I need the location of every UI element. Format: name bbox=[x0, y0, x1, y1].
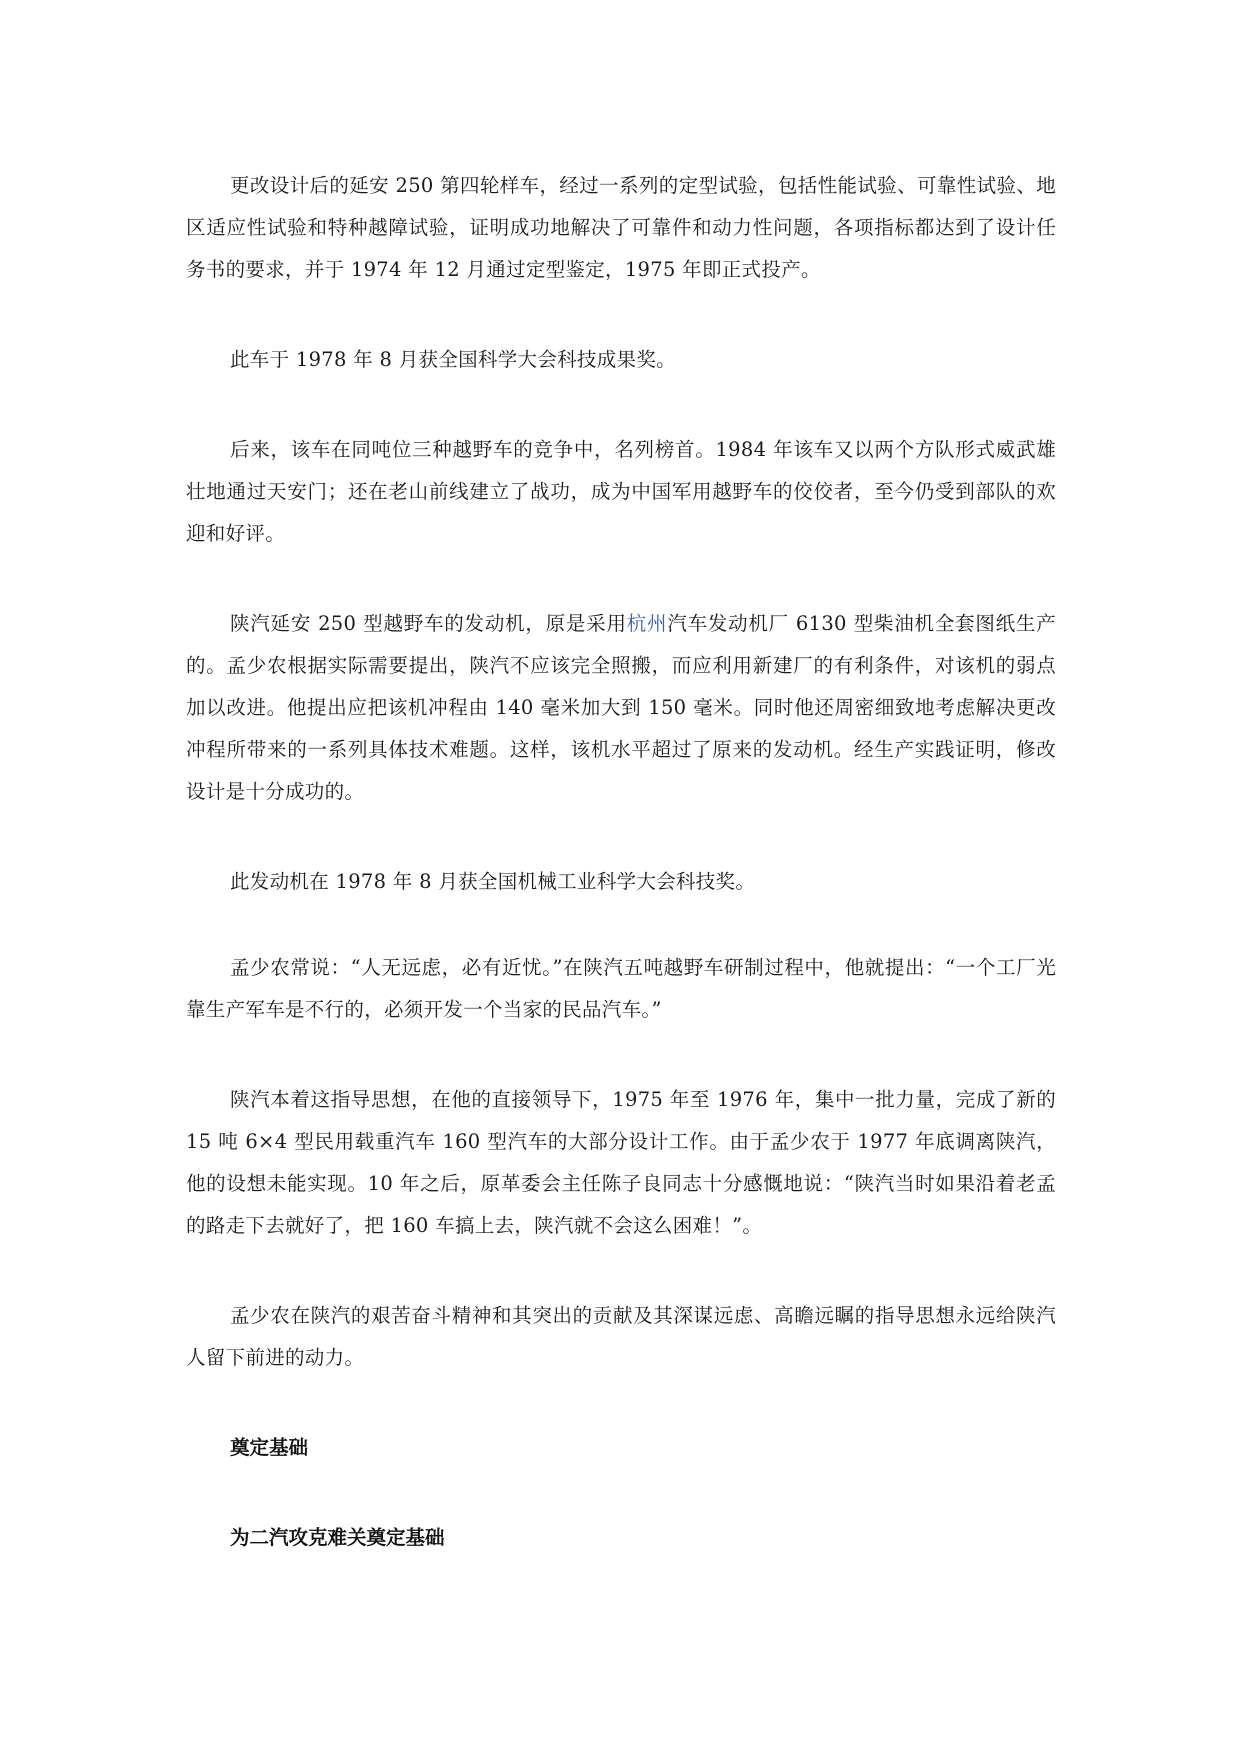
paragraph-engine-text-end: 汽车发动机厂 6130 型柴油机全套图纸生产的。孟少农根据实际需要提出，陕汽不应该完全照搬，而应利用新建厂的有利条件，对该机的弱点加以改进。他提出应把该机冲程由 140 毫米加大到 150 毫米。同时他还周密细致地考虑解决更改冲程所带来的一系列具体技术难题。这样，该机水平超过了原来的发动机。经生产实践证明，修改设计是十分成功的。 bbox=[186, 612, 1057, 803]
paragraph-yanan250-trials: 更改设计后的延安 250 第四轮样车，经过一系列的定型试验，包括性能试验、可靠性试验、地区适应性试验和特种越障试验，证明成功地解决了可靠件和动力性问题，各项指标都达到了设计任务书的要求，并于 1974 年 12 月通过定型鉴定，1975 年即正式投产。 bbox=[186, 174, 1056, 281]
paragraph-1978-award: 此车于 1978 年 8 月获全国科学大会科技成果奖。 bbox=[230, 348, 676, 371]
paragraph-engine-text-start: 陕汽延安 250 型越野车的发动机，原是采用 bbox=[230, 612, 627, 635]
section-heading-foundation: 奠定基础 bbox=[230, 1436, 309, 1459]
paragraph-engine-improvement bbox=[186, 603, 1056, 813]
hangzhou-link[interactable]: 杭州 bbox=[626, 612, 668, 635]
document-body bbox=[186, 165, 1056, 1607]
paragraph-meng-quote: 孟少农常说：“人无远虑，必有近忧。”在陕汽五吨越野车研制过程中，他就提出：“一个工厂光靠生产军车是不行的，必须开发一个当家的民品汽车。” bbox=[186, 956, 1056, 1021]
paragraph-engine-award: 此发动机在 1978 年 8 月获全国机械工业科学大会科技奖。 bbox=[230, 870, 756, 893]
paragraph-legacy: 孟少农在陕汽的艰苦奋斗精神和其突出的贡献及其深谋远虑、高瞻远瞩的指导思想永远给陕汽人留下前进的动力。 bbox=[186, 1304, 1056, 1369]
paragraph-competition-result: 后来，该车在同吨位三种越野车的竞争中，名列榜首。1984 年该车又以两个方队形式威武雄壮地通过天安门；还在老山前线建立了战功，成为中国军用越野车的佼佼者，至今仍受到部队的欢迎和好评。 bbox=[186, 438, 1056, 545]
section-heading-second-auto: 为二汽攻克难关奠定基础 bbox=[230, 1526, 445, 1549]
paragraph-civilian-truck: 陕汽本着这指导思想，在他的直接领导下，1975 年至 1976 年，集中一批力量，完成了新的 15 吨 6×4 型民用载重汽车 160 型汽车的大部分设计工作。由于孟少农于 1977 年底调离陕汽，他的设想未能实现。10 年之后，原革委会主任陈子良同志十分感慨地说：“陕汽当时如果沿着老孟的路走下去就好了，把 160 车搞上去，陕汽就不会这么困难！”。 bbox=[186, 1088, 1056, 1237]
